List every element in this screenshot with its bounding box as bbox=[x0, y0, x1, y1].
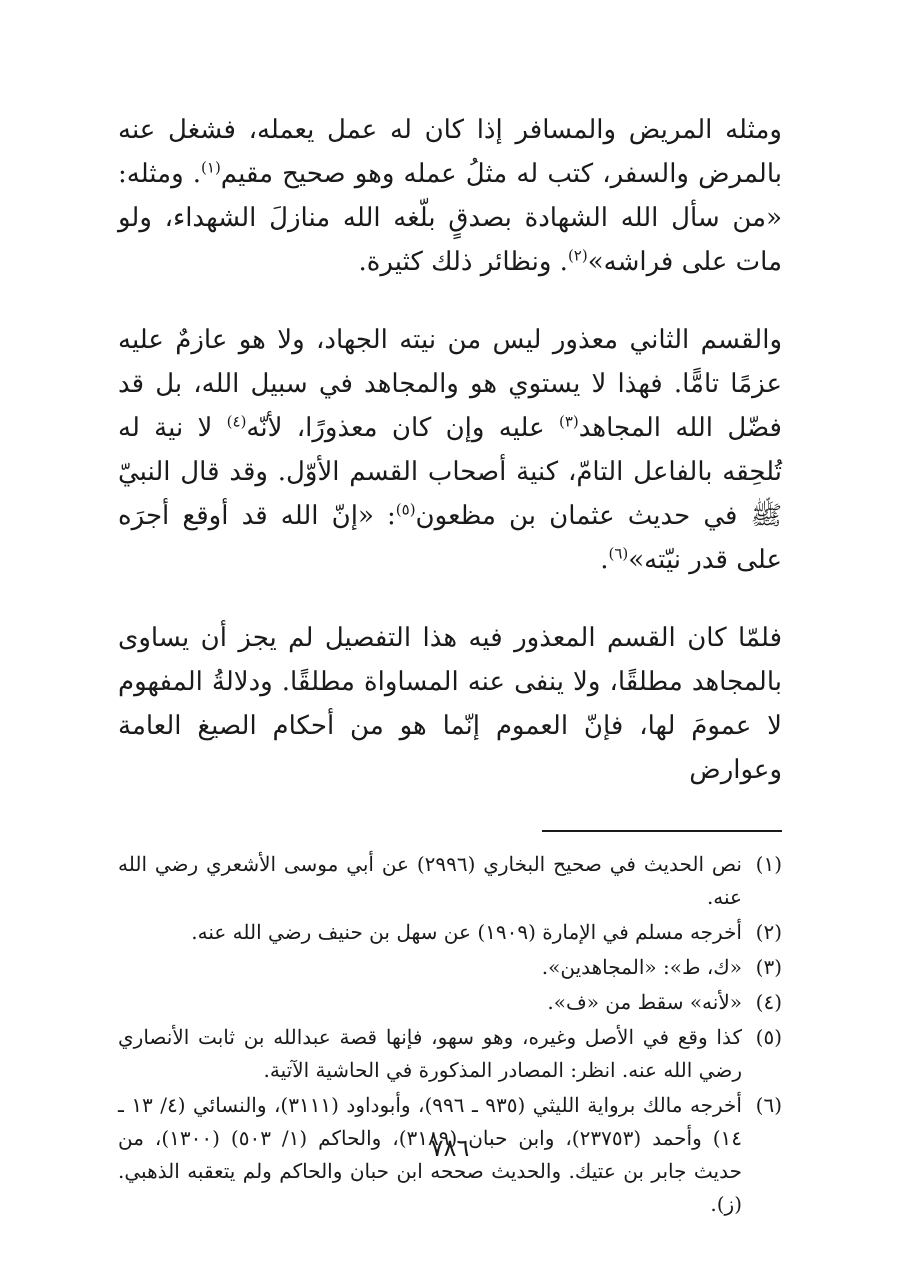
footnote-3 bbox=[118, 951, 782, 984]
footnote-text: نص الحديث في صحيح البخاري (٢٩٩٦) عن أبي موسى الأشعري رضي الله عنه. bbox=[118, 852, 742, 909]
footnote-2 bbox=[118, 916, 782, 949]
footnote-separator bbox=[542, 830, 782, 832]
footnote-number: (٣) bbox=[755, 955, 782, 979]
footnote-text: أخرجه مسلم في الإمارة (١٩٠٩) عن سهل بن حنيف رضي الله عنه. bbox=[191, 920, 742, 944]
paragraph-3: فلمّا كان القسم المعذور فيه هذا التفصيل لم يجز أن يساوى بالمجاهد مطلقًا، ولا ينفى عنه المساواة مطلقًا. ودلالةُ المفهوم لا عمومَ لها، فإنّ العموم إنّما هو من أحكام الصيغ العامة وعوارض bbox=[118, 623, 782, 785]
footnote-text: «لأنه» سقط من «ف». bbox=[547, 990, 742, 1014]
footnote-1 bbox=[118, 848, 782, 914]
footnote-number: (١) bbox=[755, 852, 782, 876]
footnote-5 bbox=[118, 1021, 782, 1087]
footnote-ref-2: (٢) bbox=[567, 246, 588, 265]
footnotes-list bbox=[118, 848, 782, 1221]
footnote-text: كذا وقع في الأصل وغيره، وهو سهو، فإنها قصة عبدالله بن ثابت الأنصاري رضي الله عنه. انظر: المصادر المذكورة في الحاشية الآتية. bbox=[118, 1025, 742, 1082]
footnote-ref-4: (٤) bbox=[226, 412, 247, 431]
footnote-text: أخرجه مالك برواية الليثي (٩٣٥ ـ ٩٩٦)، وأبوداود (٣١١١)، والنسائي (٤/ ١٣ ـ ١٤) وأحمد (٢٣٧٥٣)، وابن حبان (٣١٨٩)، والحاكم (١/ ٥٠٣) (١٣٠٠)، من حديث جابر بن عتيك. والحديث صححه ابن حبان والحاكم ولم يتعقبه الذهبي. (ز). bbox=[118, 1093, 742, 1216]
footnote-ref-5: (٥) bbox=[395, 500, 416, 519]
page-number: ٧٨٦ bbox=[430, 1134, 470, 1162]
paragraph-1: ومثله المريض والمسافر إذا كان له عمل يعمله، فشغل عنه بالمرض والسفر، كتب له مثلُ عمله وهو صحيح مقيم$^{(١)}$. ومثله: «من سأل الله الشهادة بصدقٍ بلّغه الله منازلَ الشهداء، ولو مات على فراشه»$^{(٢)}$. ونظائر ذلك كثيرة. bbox=[118, 115, 782, 277]
footnote-number: (٤) bbox=[755, 990, 782, 1014]
footnote-ref-1: (١) bbox=[201, 158, 221, 177]
footnote-ref-3: (٣) bbox=[558, 412, 579, 431]
footnote-number: (٥) bbox=[755, 1025, 782, 1049]
main-text bbox=[118, 108, 782, 792]
footnote-number: (٢) bbox=[755, 920, 782, 944]
footnote-number: (٦) bbox=[755, 1093, 782, 1117]
paragraph-2: والقسم الثاني معذور ليس من نيته الجهاد، ولا هو عازمٌ عليه عزمًا تامًّا. فهذا لا يستوي هو والمجاهد في سبيل الله، بل قد فضّل الله المجاهد$^{(٣)}$ عليه وإن كان معذورًا، لأنّه$^{(٤)}$ لا نية له تُلحِقه بالفاعل التامّ، كنية أصحاب القسم الأوّل. وقد قال النبيّ ﷺ في حديث عثمان بن مظعون$^{(٥)}$: «إنّ الله قد أوقع أجرَه على قدر نيّته»$^{(٦)}$. bbox=[118, 325, 782, 575]
footnote-text: «ك، ط»: «المجاهدين». bbox=[541, 955, 742, 979]
footnote-ref-6: (٦) bbox=[608, 544, 629, 563]
footnote-4 bbox=[118, 986, 782, 1019]
